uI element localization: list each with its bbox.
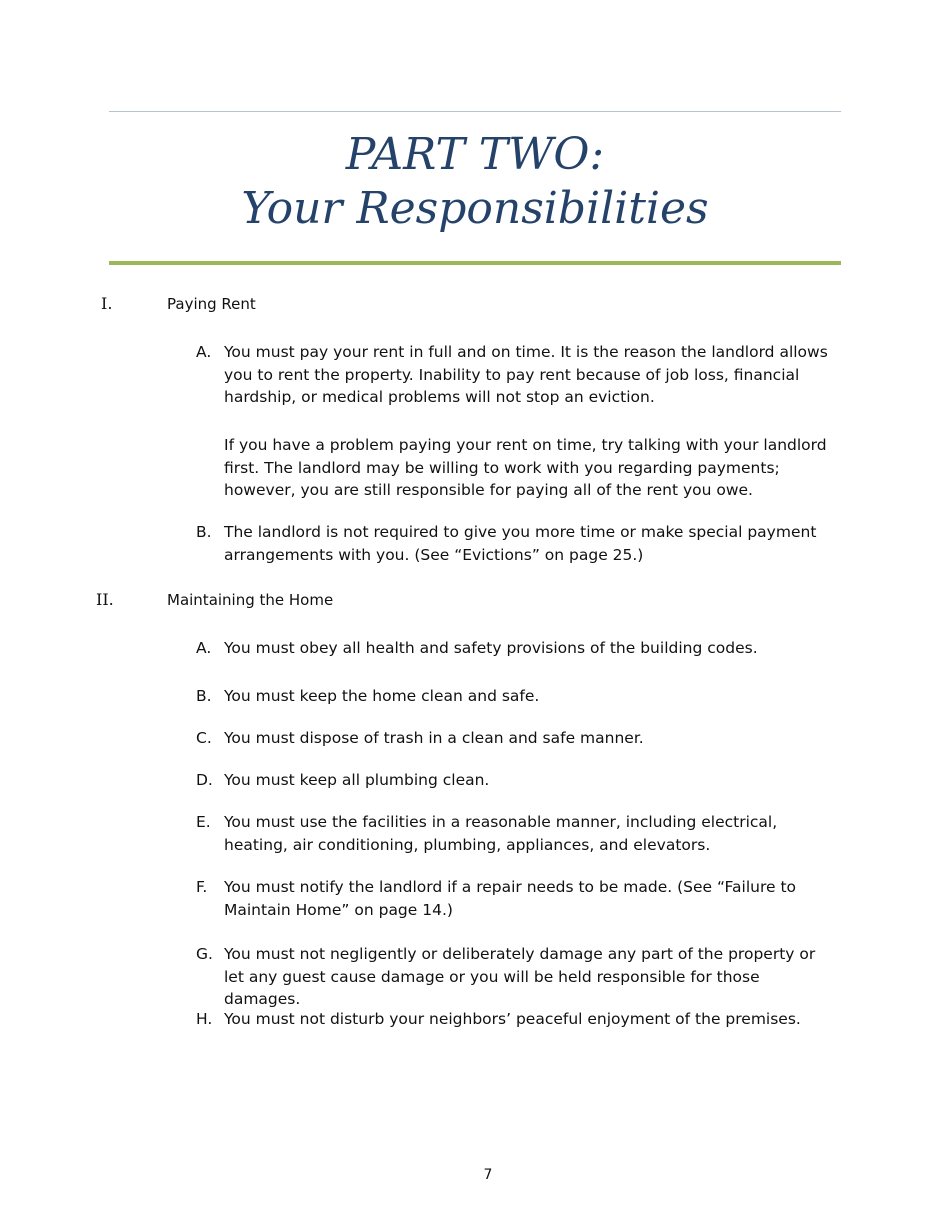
item-text: The landlord is not required to give you more time or make special payment arrangements with you. (See “Evictions” on page 25.) [224, 523, 817, 564]
item-letter: E. [196, 813, 211, 831]
item-letter: A. [196, 343, 212, 361]
item-letter: B. [196, 687, 212, 705]
page-title [109, 128, 841, 236]
item-letter: D. [196, 771, 213, 789]
title-line-2: Your Responsibilities [241, 183, 709, 234]
item-text: You must pay your rent in full and on time. It is the reason the landlord allows you to rent the property. Inability to pay rent because of job loss, financial hardship, or medical problems will not stop an eviction. [224, 343, 828, 407]
section-number: I. [101, 294, 113, 313]
item-text: You must dispose of trash in a clean and safe manner. [224, 729, 644, 747]
item-text: You must use the facilities in a reasonable manner, including electrical, heating, air conditioning, plumbing, appliances, and elevators. [224, 813, 778, 854]
item-text: You must notify the landlord if a repair needs to be made. (See “Failure to Maintain Home” on page 14.) [224, 878, 797, 919]
item-text: You must not negligently or deliberately damage any part of the property or let any guest cause damage or you will be held responsible for those damages. [224, 945, 816, 1009]
accent-rule [109, 261, 841, 265]
item-letter: C. [196, 729, 212, 747]
section-number: II. [96, 590, 114, 609]
title-line-1: PART TWO: [345, 129, 605, 180]
top-rule [109, 111, 841, 112]
item-letter: A. [196, 639, 212, 657]
item-text: You must not disturb your neighbors’ peaceful enjoyment of the premises. [224, 1010, 801, 1028]
page-number: 7 [483, 1167, 493, 1183]
item-note: If you have a problem paying your rent on time, try talking with your landlord first. The landlord may be willing to work with you regarding payments; however, you are still responsible for paying all of the rent you owe. [224, 436, 827, 500]
item-letter: B. [196, 523, 212, 541]
section-title: Paying Rent [167, 295, 256, 313]
item-text: You must keep all plumbing clean. [224, 771, 490, 789]
section-title: Maintaining the Home [167, 591, 334, 609]
item-letter: H. [196, 1010, 213, 1028]
item-text: You must keep the home clean and safe. [224, 687, 540, 705]
item-letter: G. [196, 945, 213, 963]
item-text: You must obey all health and safety provisions of the building codes. [224, 639, 758, 657]
item-letter: F. [196, 878, 208, 896]
